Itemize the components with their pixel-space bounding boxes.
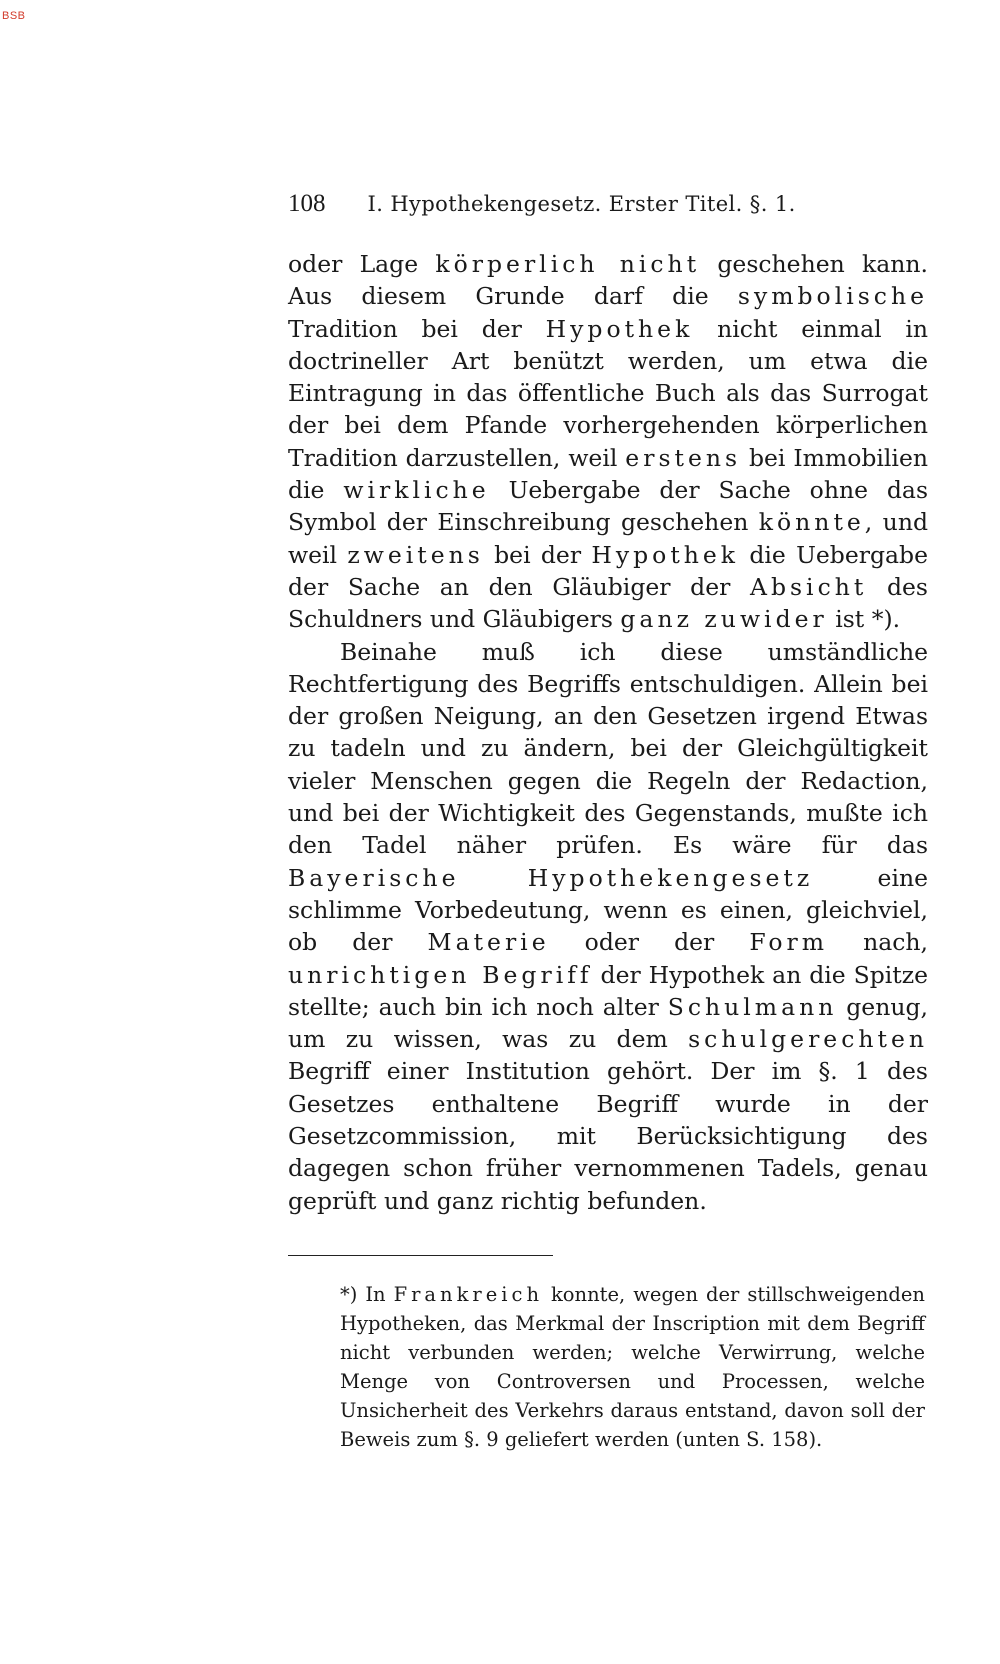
spaced-emphasis-text: Frankreich xyxy=(393,1282,544,1306)
spaced-emphasis-text: unrichtigen Begriff xyxy=(288,960,593,989)
text-run: der Hypothek an die Spitze stellte; auch bin ich noch alter xyxy=(288,960,928,1021)
text-run: , und weil xyxy=(288,508,928,569)
text-run: Uebergabe der Sache ohne das Symbol der Einschreibung geschehen xyxy=(288,476,928,537)
spaced-emphasis-text: Hypothek xyxy=(545,314,694,343)
spaced-emphasis-text: körperlich nicht xyxy=(435,250,701,278)
footnote-divider xyxy=(288,1255,553,1256)
body-paragraph xyxy=(288,636,928,1217)
text-run: Beinahe muß ich diese umständliche Rechtfertigung des Begriffs entschuldigen. Allein bei der großen Neigung, an den Gesetzen irgend Etwas zu tadeln und zu ändern, bei der Gleichgültigkeit vieler Menschen gegen die Regeln der Redaction, und bei der Wichtigkeit des Gegenstands, mußte ich den Tadel näher prüfen. Es wäre für das xyxy=(288,637,928,860)
spaced-emphasis-text: wirkliche xyxy=(343,476,490,505)
spaced-emphasis-text: könnte xyxy=(758,508,865,537)
text-run: des Schuldners und Gläubigers xyxy=(288,572,928,634)
body-paragraph xyxy=(288,248,928,636)
spaced-emphasis-text: Absicht xyxy=(749,572,868,601)
text-run: eine schlimme Vorbedeutung, wenn es einen, gleichviel, ob der xyxy=(288,863,929,957)
text-run: konnte, wegen der stillschweigenden Hypotheken, das Merkmal der Inscription mit dem Begriff nicht verbunden werden; welche Verwirrung, welche Menge von Controversen und Processen, welche Unsicherheit des Verkehrs daraus entstand, davon soll der Beweis zum §. 9 geliefert werden (unten S. 158). xyxy=(340,1282,925,1451)
spaced-emphasis-text: Schulmann xyxy=(667,992,838,1021)
book-page xyxy=(288,190,928,1454)
running-head xyxy=(288,190,928,218)
page-number: 108 xyxy=(288,190,326,217)
text-run: oder Lage xyxy=(288,250,436,278)
spaced-emphasis-text: Hypothek xyxy=(591,540,740,569)
spaced-emphasis-text: Materie xyxy=(427,928,550,957)
text-run: nicht einmal in doctrineller Art benützt werden, um etwa die Eintragung in das öffentliche Buch als das Surrogat der bei dem Pfande vorhergehenden körperlichen Tradition darzustellen, weil xyxy=(288,314,928,472)
running-title: I. Hypothekengesetz. Erster Titel. §. 1. xyxy=(367,192,796,216)
spaced-emphasis-text: symbolische xyxy=(737,282,928,311)
library-watermark: BSB xyxy=(2,10,26,22)
text-run: bei Immobilien die xyxy=(288,443,928,505)
text-run: genug, um zu wissen, was zu dem xyxy=(288,992,928,1054)
text-run: ist *). xyxy=(827,605,901,634)
spaced-emphasis-text: Bayerische Hypothekengesetz xyxy=(288,863,814,892)
text-run: die Uebergabe der Sache an den Gläubiger der xyxy=(288,540,928,601)
text-run: nach, xyxy=(828,928,928,957)
spaced-emphasis-text: zweitens xyxy=(347,540,484,569)
spaced-emphasis-text: ganz zuwider xyxy=(620,605,828,634)
spaced-emphasis-text: erstens xyxy=(625,443,742,472)
spaced-emphasis-text: schulgerechten xyxy=(688,1025,928,1054)
text-run: *) In xyxy=(340,1282,394,1306)
body-text xyxy=(288,248,928,1217)
text-run: oder der xyxy=(549,928,750,957)
text-run: geschehen kann. Aus diesem Grunde darf die xyxy=(288,250,928,311)
text-run: Tradition bei der xyxy=(288,314,546,343)
footnote xyxy=(340,1280,925,1454)
spaced-emphasis-text: Form xyxy=(749,928,829,957)
text-run: Begriff einer Institution gehört. Der im §. 1 des Gesetzes enthaltene Begriff wurde in der Gesetzcommission, mit Berücksichtigung des dagegen schon früher vernommenen Tadels, genau geprüft und ganz richtig befunden. xyxy=(288,1057,928,1215)
text-run: bei der xyxy=(483,540,592,569)
